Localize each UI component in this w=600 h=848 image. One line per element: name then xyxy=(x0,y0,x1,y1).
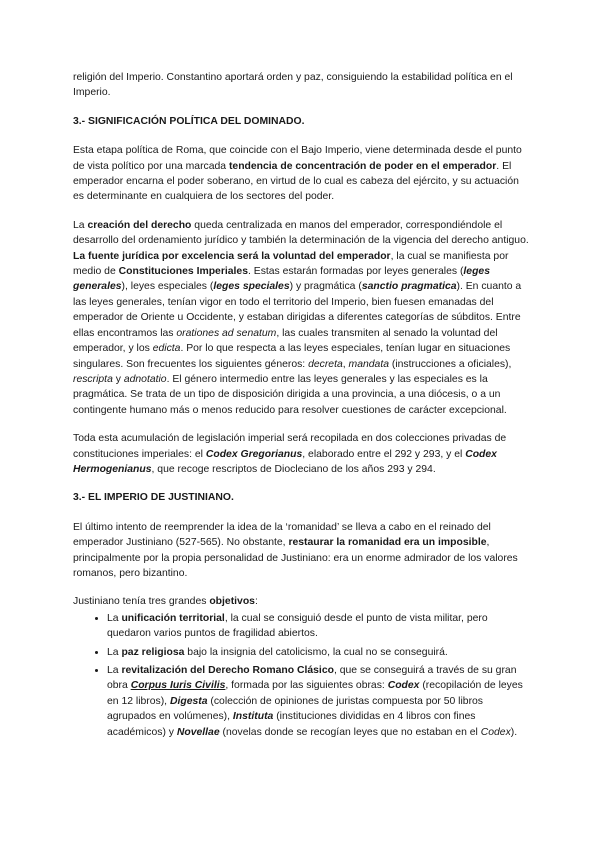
paragraph-constantino: religión del Imperio. Constantino aportará orden y paz, consiguiendo la estabilidad política en el Imperio. xyxy=(73,72,513,99)
paragraph-codex-collections: Toda esta acumulación de legislación imperial será recopilada en dos colecciones privadas de constituciones imperiales: el Codex Gregorianus, elaborado entre el 292 y 293, y el Codex Hermogenianus, que recoge rescriptos de Diocleciano de los años 293 y 294. xyxy=(73,433,507,475)
list-item-paz-religiosa: • La paz religiosa bajo la insignia del catolicismo, la cual no se conseguirá. xyxy=(107,645,529,660)
section-heading-dominado: 3.- SIGNIFICACIÓN POLÍTICA DEL DOMINADO. xyxy=(73,115,305,127)
paragraph-etapa-politica: Esta etapa política de Roma, que coincide con el Bajo Imperio, viene determinada desde el punto de vista político por una marcada tendencia de concentración de poder en el emperador. El emperador encarna el poder soberano, en virtud de lo cual es cabeza del ejército, y su actuación es determinante en cualquiera de los sectores del poder. xyxy=(73,145,522,203)
objectives-list xyxy=(73,611,529,740)
document-body xyxy=(73,70,529,743)
paragraph-romanidad: El último intento de reemprender la idea de la ‘romanidad’ se lleva a cabo en el reinado del emperador Justiniano (527-565). No obstante, restaurar la romanidad era un imposible, principalmente por la propia personalidad de Justiniano: era un enorme admirador de los valores romanos, pero bizantino. xyxy=(73,521,518,579)
list-item-unificacion: • La unificación territorial, la cual se consiguió desde el punto de vista militar, pero quedaron varios puntos de fragilidad abiertos. xyxy=(107,611,529,642)
paragraph-objetivos-intro: Justiniano tenía tres grandes objetivos: xyxy=(73,596,258,608)
section-heading-justiniano: 3.- EL IMPERIO DE JUSTINIANO. xyxy=(73,492,234,504)
paragraph-creacion-derecho: La creación del derecho queda centralizada en manos del emperador, correspondiéndole el desarrollo del ordenamiento jurídico y también la determinación de la vigencia del derecho antiguo. La fuente jurídica por excelencia será la voluntad del emperador, la cual se manifiesta por medio de Constituciones Imperiales. Estas estarán formadas por leyes generales (leges generales), leyes especiales (leges speciales) y pragmática (sanctio pragmatica). En cuanto a las leyes generales, tenían vigor en todo el territorio del Imperio, bien fuesen emanadas del emperador de Oriente u Occidente, y estaban dirigidas a diferentes categorías de súbditos. Entre ellas encontramos las orationes ad senatum, las cuales transmiten al senado la voluntad del emperador, y los edicta. Por lo que respecta a las leyes especiales, tenían lugar en situaciones singulares. Son frecuentes los siguientes géneros: decreta, mandata (instrucciones a oficiales), rescripta y adnotatio. El género intermedio entre las leyes generales y las especiales es la pragmática. Se trata de un tipo de disposición dirigida a una provincia, a una diócesis, o a un contingente humano más o menos reducido para resolver cuestiones de carácter excepcional. xyxy=(73,219,529,416)
list-item-revitalizacion: • La revitalización del Derecho Romano Clásico, que se conseguirá a través de su gran obra Corpus Iuris Civilis, formada por las siguientes obras: Codex (recopilación de leyes en 12 libros), Digesta (colección de opiniones de juristas compuesta por 50 libros agrupados en volúmenes), Instituta (instituciones divididas en 4 libros con fines académicos) y Novellae (novelas donde se recogían leyes que no estaban en el Codex). xyxy=(107,663,529,740)
